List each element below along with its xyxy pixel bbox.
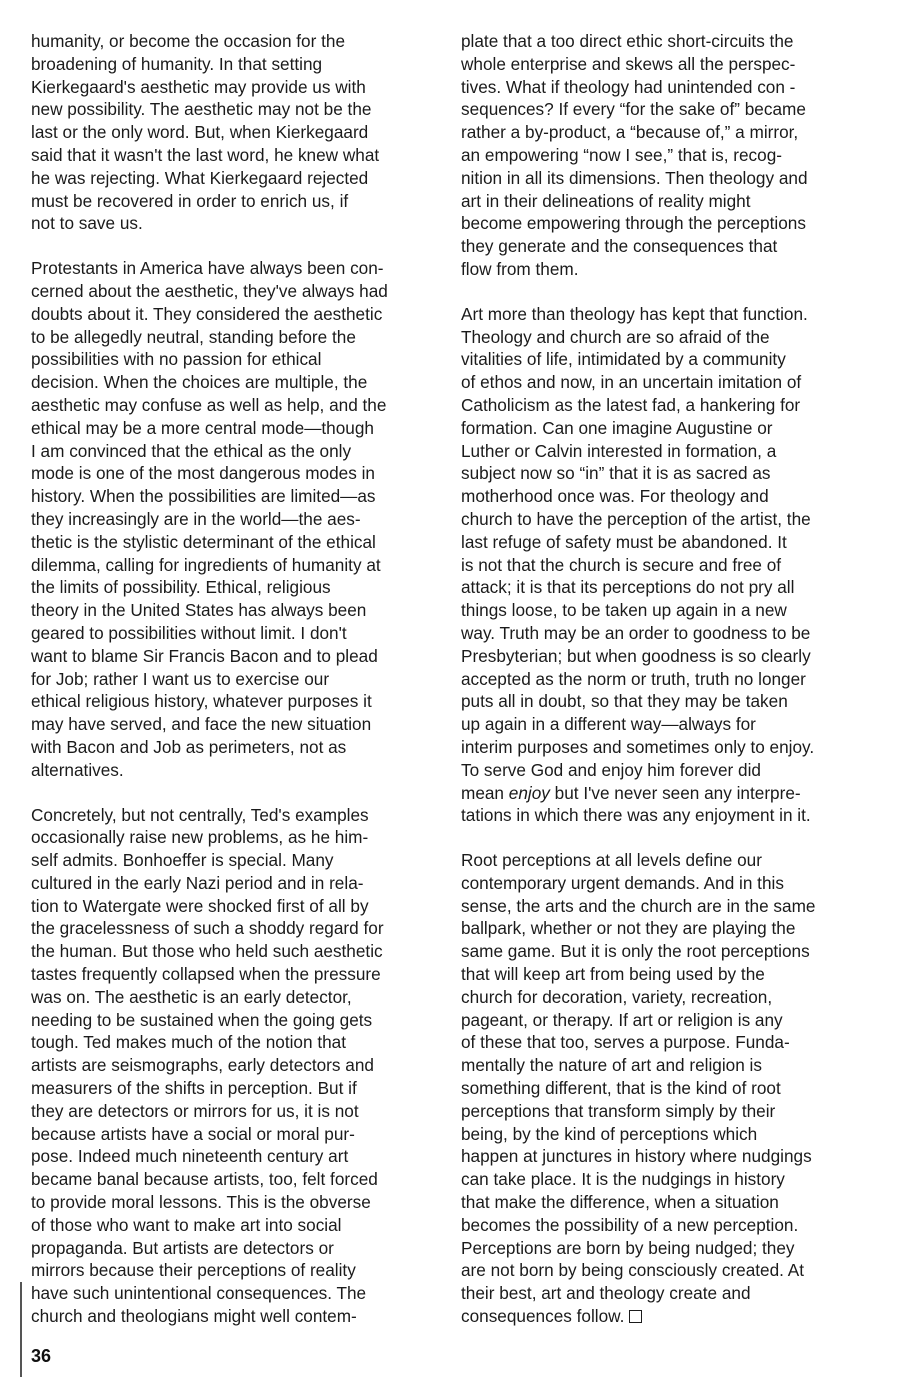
text-line: subject now so “in” that it is as sacred as xyxy=(461,463,771,484)
text-line: not to save us. xyxy=(31,213,143,234)
text-line: must be recovered in order to enrich us, if xyxy=(31,190,349,211)
text-line: they increasingly are in the world—the aes- xyxy=(31,508,361,529)
text-line: last refuge of safety must be abandoned. It xyxy=(461,531,787,552)
text-line: of ethos and now, in an uncertain imitation of xyxy=(461,372,802,393)
text-line: flow from them. xyxy=(461,258,579,279)
text-line: interim purposes and sometimes only to enjoy. xyxy=(461,736,815,757)
text-line: possibilities with no passion for ethical xyxy=(31,349,322,370)
text-line: cultured in the early Nazi period and in rela- xyxy=(31,872,364,893)
text-line: is not that the church is secure and free of xyxy=(461,554,782,575)
page-margin-rule xyxy=(20,1282,22,1377)
right-paragraph-2-lines-after xyxy=(461,804,873,827)
text-line: whole enterprise and skews all the perspec- xyxy=(461,53,796,74)
right-paragraph-1 xyxy=(461,30,873,281)
text-line: that make the difference, when a situation xyxy=(461,1192,779,1213)
text-line: mode is one of the most dangerous modes in xyxy=(31,463,375,484)
text-line: alternatives. xyxy=(31,759,124,780)
text-line: dilemma, calling for ingredients of humanity at xyxy=(31,554,381,575)
text-line: attack; it is that its perceptions do not pry all xyxy=(461,577,795,598)
right-column xyxy=(461,30,873,1350)
text-line: Presbyterian; but when goodness is so clearly xyxy=(461,645,811,666)
right-paragraph-2-lines-before xyxy=(461,303,873,782)
text-line: tations in which there was any enjoyment in it. xyxy=(461,805,811,826)
text-line: an empowering “now I see,” that is, recog- xyxy=(461,144,782,165)
text-line: geared to possibilities without limit. I don't xyxy=(31,622,347,643)
text-line: perceptions that transform simply by their xyxy=(461,1100,776,1121)
text-line: church to have the perception of the artist, the xyxy=(461,508,811,529)
text-line: artists are seismographs, early detectors and xyxy=(31,1055,374,1076)
text-line: measurers of the shifts in perception. But if xyxy=(31,1078,357,1099)
left-paragraph-2 xyxy=(31,257,439,781)
text-line: of those who want to make art into social xyxy=(31,1214,342,1235)
right-paragraph-2 xyxy=(461,303,873,827)
text-line: puts all in doubt, so that they may be taken xyxy=(461,691,788,712)
text-line: broadening of humanity. In that setting xyxy=(31,53,323,74)
text-line: theory in the United States has always been xyxy=(31,600,367,621)
text-line: the limits of possibility. Ethical, religious xyxy=(31,577,331,598)
text-line: mentally the nature of art and religion is xyxy=(461,1055,762,1076)
text-line: sequences? If every “for the sake of” became xyxy=(461,99,806,120)
text-line: being, by the kind of perceptions which xyxy=(461,1123,758,1144)
final-line: consequences follow. xyxy=(461,1305,873,1328)
text-line: mirrors because their perceptions of reality xyxy=(31,1260,356,1281)
text-line: last or the only word. But, when Kierkegaard xyxy=(31,122,369,143)
text-line: tives. What if theology had unintended con - xyxy=(461,76,796,97)
page-number: 36 xyxy=(31,1346,52,1366)
text-line: ethical religious history, whatever purposes it xyxy=(31,691,372,712)
end-of-article-square-icon xyxy=(629,1310,642,1323)
text-line: of these that too, serves a purpose. Funda- xyxy=(461,1032,790,1053)
text-line: vitalities of life, intimidated by a community xyxy=(461,349,786,370)
text-line: something different, that is the kind of root xyxy=(461,1078,781,1099)
text-line: church for decoration, variety, recreation, xyxy=(461,986,773,1007)
text-line: that will keep art from being used by the xyxy=(461,964,765,985)
text-line: Theology and church are so afraid of the xyxy=(461,326,770,347)
text-line: contemporary urgent demands. And in this xyxy=(461,872,784,893)
text-line: history. When the possibilities are limited—as xyxy=(31,486,376,507)
text-line: becomes the possibility of a new perception. xyxy=(461,1214,799,1235)
text-line: rather a by-product, a “because of,” a mirror, xyxy=(461,122,799,143)
right-paragraph-3 xyxy=(461,849,873,1328)
left-paragraph-3 xyxy=(31,804,439,1328)
text-line: same game. But it is only the root perceptions xyxy=(461,941,810,962)
emphasis-enjoy: enjoy xyxy=(508,782,550,803)
text-line: he was rejecting. What Kierkegaard rejected xyxy=(31,167,369,188)
text-line: accepted as the norm or truth, truth no longer xyxy=(461,668,806,689)
text-line: the human. But those who held such aesthetic xyxy=(31,941,383,962)
text-line: cerned about the aesthetic, they've always had xyxy=(31,280,388,301)
text-line: said that it wasn't the last word, he knew what xyxy=(31,144,380,165)
text-line: things loose, to be taken up again in a new xyxy=(461,600,787,621)
text-line: doubts about it. They considered the aesthetic xyxy=(31,303,383,324)
text-line: tion to Watergate were shocked first of all by xyxy=(31,895,369,916)
text-line: ballpark, whether or not they are playing the xyxy=(461,918,796,939)
text-line: their best, art and theology create and xyxy=(461,1283,751,1304)
text-line: plate that a too direct ethic short-circuits the xyxy=(461,31,794,51)
text-line: became banal because artists, too, felt forced xyxy=(31,1169,378,1190)
text-line: tough. Ted makes much of the notion that xyxy=(31,1032,346,1053)
text-line: Luther or Calvin interested in formation, a xyxy=(461,440,777,461)
text-line: art in their delineations of reality might xyxy=(461,190,751,211)
text-line: Root perceptions at all levels define our xyxy=(461,850,762,871)
text-line: for Job; rather I want us to exercise our xyxy=(31,668,330,689)
text-line: with Bacon and Job as perimeters, not as xyxy=(31,736,347,757)
text-line: are not born by being consciously created. At xyxy=(461,1260,805,1281)
text-line: humanity, or become the occasion for the xyxy=(31,31,345,51)
text-line: nition in all its dimensions. Then theology and xyxy=(461,167,808,188)
text-line: to provide moral lessons. This is the obverse xyxy=(31,1192,371,1213)
text-line: want to blame Sir Francis Bacon and to plead xyxy=(31,645,378,666)
text-line: Concretely, but not centrally, Ted's examples xyxy=(31,804,369,825)
text-line: up again in a different way—always for xyxy=(461,714,756,735)
text-line: can take place. It is the nudgings in history xyxy=(461,1169,785,1190)
text-line: become empowering through the perceptions xyxy=(461,213,806,234)
text-line: self admits. Bonhoeffer is special. Many xyxy=(31,850,334,871)
text-line: the gracelessness of such a shoddy regard for xyxy=(31,918,384,939)
text-line: propaganda. But artists are detectors or xyxy=(31,1237,334,1258)
text-line: decision. When the choices are multiple, the xyxy=(31,372,368,393)
text-line: Perceptions are born by being nudged; they xyxy=(461,1237,795,1258)
text-line: because artists have a social or moral pur- xyxy=(31,1123,355,1144)
text-line: ethical may be a more central mode—though xyxy=(31,417,374,438)
left-paragraph-1 xyxy=(31,30,439,235)
text-line: aesthetic may confuse as well as help, and the xyxy=(31,394,387,415)
text-line: Protestants in America have always been con- xyxy=(31,258,384,279)
text-line: have such unintentional consequences. The xyxy=(31,1283,367,1304)
right-paragraph-3-lines xyxy=(461,849,873,1305)
text-line: pose. Indeed much nineteenth century art xyxy=(31,1146,349,1167)
text-line: pageant, or therapy. If art or religion is any xyxy=(461,1009,783,1030)
text-line: formation. Can one imagine Augustine or xyxy=(461,417,773,438)
text-line: Art more than theology has kept that function. xyxy=(461,303,808,324)
text-line: tastes frequently collapsed when the pressure xyxy=(31,964,381,985)
text-line: occasionally raise new problems, as he him- xyxy=(31,827,369,848)
text-line-emphasis: mean enjoy but I've never seen any interpre- xyxy=(461,782,801,803)
text-line: sense, the arts and the church are in the same xyxy=(461,895,816,916)
text-line: to be allegedly neutral, standing before the xyxy=(31,326,356,347)
text-line: was on. The aesthetic is an early detector, xyxy=(31,986,352,1007)
text-line: Catholicism as the latest fad, a hankering for xyxy=(461,394,801,415)
text-line: church and theologians might well contem- xyxy=(31,1306,357,1327)
text-line: thetic is the stylistic determinant of the ethical xyxy=(31,531,376,552)
text-line: Kierkegaard's aesthetic may provide us with xyxy=(31,76,366,97)
text-line: happen at junctures in history where nudgings xyxy=(461,1146,812,1167)
text-line: I am convinced that the ethical as the only xyxy=(31,440,352,461)
text-line: new possibility. The aesthetic may not be the xyxy=(31,99,372,120)
text-line: they are detectors or mirrors for us, it is not xyxy=(31,1100,359,1121)
text-line: needing to be sustained when the going gets xyxy=(31,1009,373,1030)
left-column xyxy=(31,30,439,1350)
text-line: motherhood once was. For theology and xyxy=(461,486,769,507)
text-line: To serve God and enjoy him forever did xyxy=(461,759,761,780)
text-line: way. Truth may be an order to goodness to be xyxy=(461,622,811,643)
text-line: may have served, and face the new situation xyxy=(31,714,372,735)
text-line: they generate and the consequences that xyxy=(461,236,778,257)
